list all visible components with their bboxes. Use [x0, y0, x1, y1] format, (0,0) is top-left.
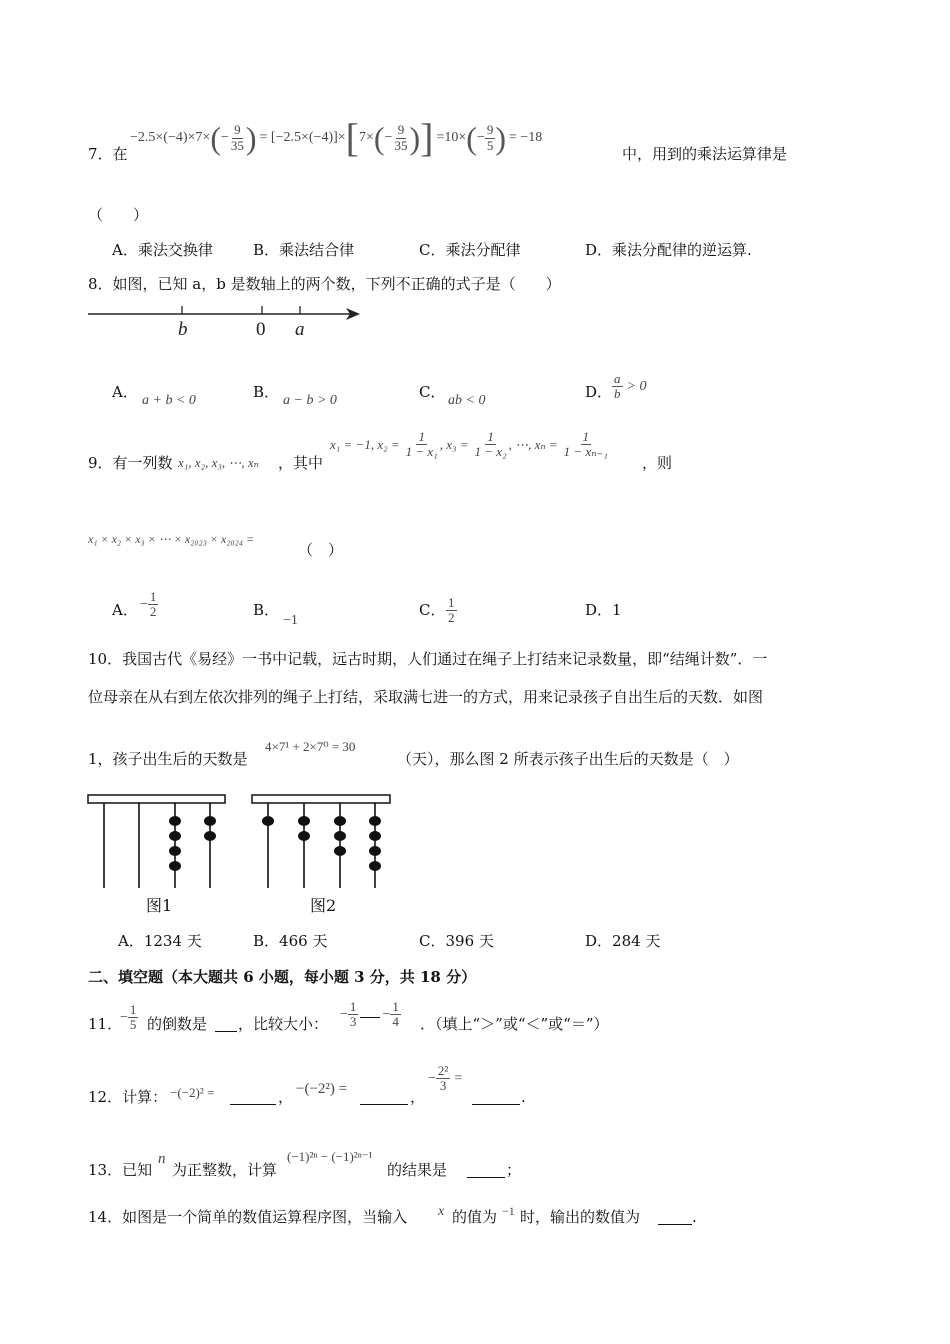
q9-option-a-value: − $\frac{1}{2}$	[140, 589, 157, 620]
axis-label-b: b	[178, 319, 188, 340]
q7-formula: −2.5×(−4)×7× ( − $\frac{9}{35}$ ) = [−2.5×(−4)]× [ 7× ( − $\frac{9}{35}$ ) ] =10× ( − $\frac{9}{5}$ ) = −18	[130, 115, 543, 160]
q9-sequence: x₁, x₂, x₃, ⋯, xₙ	[178, 455, 259, 470]
q8-option-a-expr: a + b < 0	[142, 393, 196, 408]
q10-line3a: 1，孩子出生后的天数是	[88, 750, 248, 768]
q11-text2: ，比较大小：	[238, 1015, 329, 1033]
q9-option-b: B．	[253, 601, 280, 619]
q8-number-line	[86, 303, 366, 345]
q13-end: ；	[506, 1161, 522, 1179]
q14-text1: 14．如图是一个简单的数值运算程序图，当输入	[88, 1208, 408, 1226]
q10-line2: 位母亲在从右到左依次排列的绳子上打结，采取满七进一的方式，用来记录孩子自出生后的天数．如图	[88, 688, 764, 706]
q9-product: x₁ × x₂ × x₃ × ⋯ × x₂₀₂₃ × x₂₀₂₄ =	[88, 532, 255, 546]
q8-option-a: A．	[112, 383, 138, 401]
q10-option-b: B．466 天	[253, 932, 328, 950]
q10-line1: 10．我国古代《易经》一书中记载，远古时期，人们通过在绳子上打结来记录数量，即“结绳计数”．一	[88, 650, 768, 668]
q11-blank-1[interactable]	[215, 1017, 237, 1032]
q14-value: −1	[502, 1204, 515, 1218]
q12-expr2: −(−2²) =	[296, 1081, 348, 1097]
q12-expr1: −(−2)² =	[170, 1085, 215, 1100]
q14-text2: 的值为	[452, 1208, 498, 1226]
q8-option-b: B．	[253, 383, 280, 401]
section-heading: 二、填空题（本大题共 6 小题，每小题 3 分，共 18 分）	[88, 968, 477, 986]
q7-option-b: B．乘法结合律	[253, 241, 355, 259]
fig2-caption: 图2	[310, 896, 337, 915]
knot-figures	[86, 792, 396, 892]
q12-number: 12．计算：	[88, 1088, 168, 1106]
q9-condition: x₁ = −1, x₂ = $\frac{1}{\text{1 − x₁}}$ , x₃ = $\frac{1}{\text{1 − x₂}}$ , ⋯, xₙ = $\frac{1}{\text{1 − xₙ₋₁}}$	[330, 429, 608, 460]
q11-compare: − $\frac{1}{3}$ − $\frac{1}{4}$	[340, 999, 399, 1030]
q14-text3: 时，输出的数值为	[520, 1208, 641, 1226]
q12-blank-1[interactable]	[230, 1090, 276, 1105]
q13-text2: 为正整数，计算	[172, 1161, 278, 1179]
q9-option-c-value: $\frac{1}{2}$	[448, 595, 455, 626]
q8-option-b-expr: a − b > 0	[283, 393, 337, 408]
q7-paren: （ ）	[88, 206, 149, 224]
q12-expr3: − $\frac{\text{2²}}{3}$ =	[428, 1063, 463, 1094]
q13-text3: 的结果是	[387, 1161, 448, 1179]
q12-blank-2[interactable]	[360, 1090, 408, 1105]
q7-tail: 中，用到的乘法运算律是	[622, 145, 788, 163]
q10-option-a: A．1234 天	[118, 932, 202, 950]
q12-end: .	[521, 1088, 526, 1106]
q8-option-d: D．	[585, 383, 613, 401]
q14-x: x	[438, 1204, 445, 1219]
q12-blank-3[interactable]	[472, 1090, 520, 1105]
q12-comma2: ，	[410, 1088, 426, 1106]
q14-blank[interactable]	[658, 1210, 692, 1225]
q9-then: ，则	[642, 454, 673, 472]
q8-option-c: C．	[419, 383, 446, 401]
axis-label-a: a	[295, 319, 305, 340]
q9-paren: （ ）	[298, 541, 344, 559]
q11-number: 11．	[88, 1015, 123, 1033]
q10-formula: 4×7¹ + 2×7⁰ = 30	[265, 739, 356, 754]
q7-option-c: C．乘法分配律	[419, 241, 521, 259]
q11-frac1: − $\frac{1}{5}$	[120, 1002, 137, 1033]
q8-question: 8．如图，已知 a，b 是数轴上的两个数，下列不正确的式子是（ ）	[88, 275, 561, 293]
q11-text1: 的倒数是	[147, 1015, 208, 1033]
q13-n: n	[158, 1151, 166, 1167]
q7-option-a: A．乘法交换律	[112, 241, 213, 259]
q9-option-b-value: −1	[283, 613, 298, 628]
q9-option-d: D．1	[585, 601, 622, 619]
q9-number: 9．有一列数	[88, 454, 173, 472]
q11-blank-2[interactable]	[360, 1011, 380, 1018]
q12-comma1: ，	[278, 1088, 294, 1106]
q10-option-c: C．396 天	[419, 932, 494, 950]
q13-blank[interactable]	[467, 1163, 505, 1178]
q9-option-c: C．	[419, 601, 446, 619]
q10-line3b: （天），那么图 2 所表示孩子出生后的天数是（ ）	[397, 750, 739, 768]
q13-text1: 13．已知	[88, 1161, 153, 1179]
q11-text3: ．（填上“＞”或“＜”或“＝”）	[420, 1015, 609, 1033]
q7-number: 7．在	[88, 145, 128, 163]
fig1-caption: 图1	[146, 896, 173, 915]
q9-option-a: A．	[112, 601, 138, 619]
q10-option-d: D．284 天	[585, 932, 661, 950]
q8-option-d-expr: a b > 0	[614, 371, 647, 402]
axis-label-0: 0	[256, 319, 266, 340]
q8-option-c-expr: ab < 0	[448, 393, 486, 408]
q14-end: .	[692, 1208, 697, 1226]
q13-expr: (−1)²ⁿ − (−1)²ⁿ⁻¹	[287, 1149, 373, 1164]
q7-option-d: D．乘法分配律的逆运算.	[585, 241, 752, 259]
q9-mid: ，其中	[278, 454, 324, 472]
